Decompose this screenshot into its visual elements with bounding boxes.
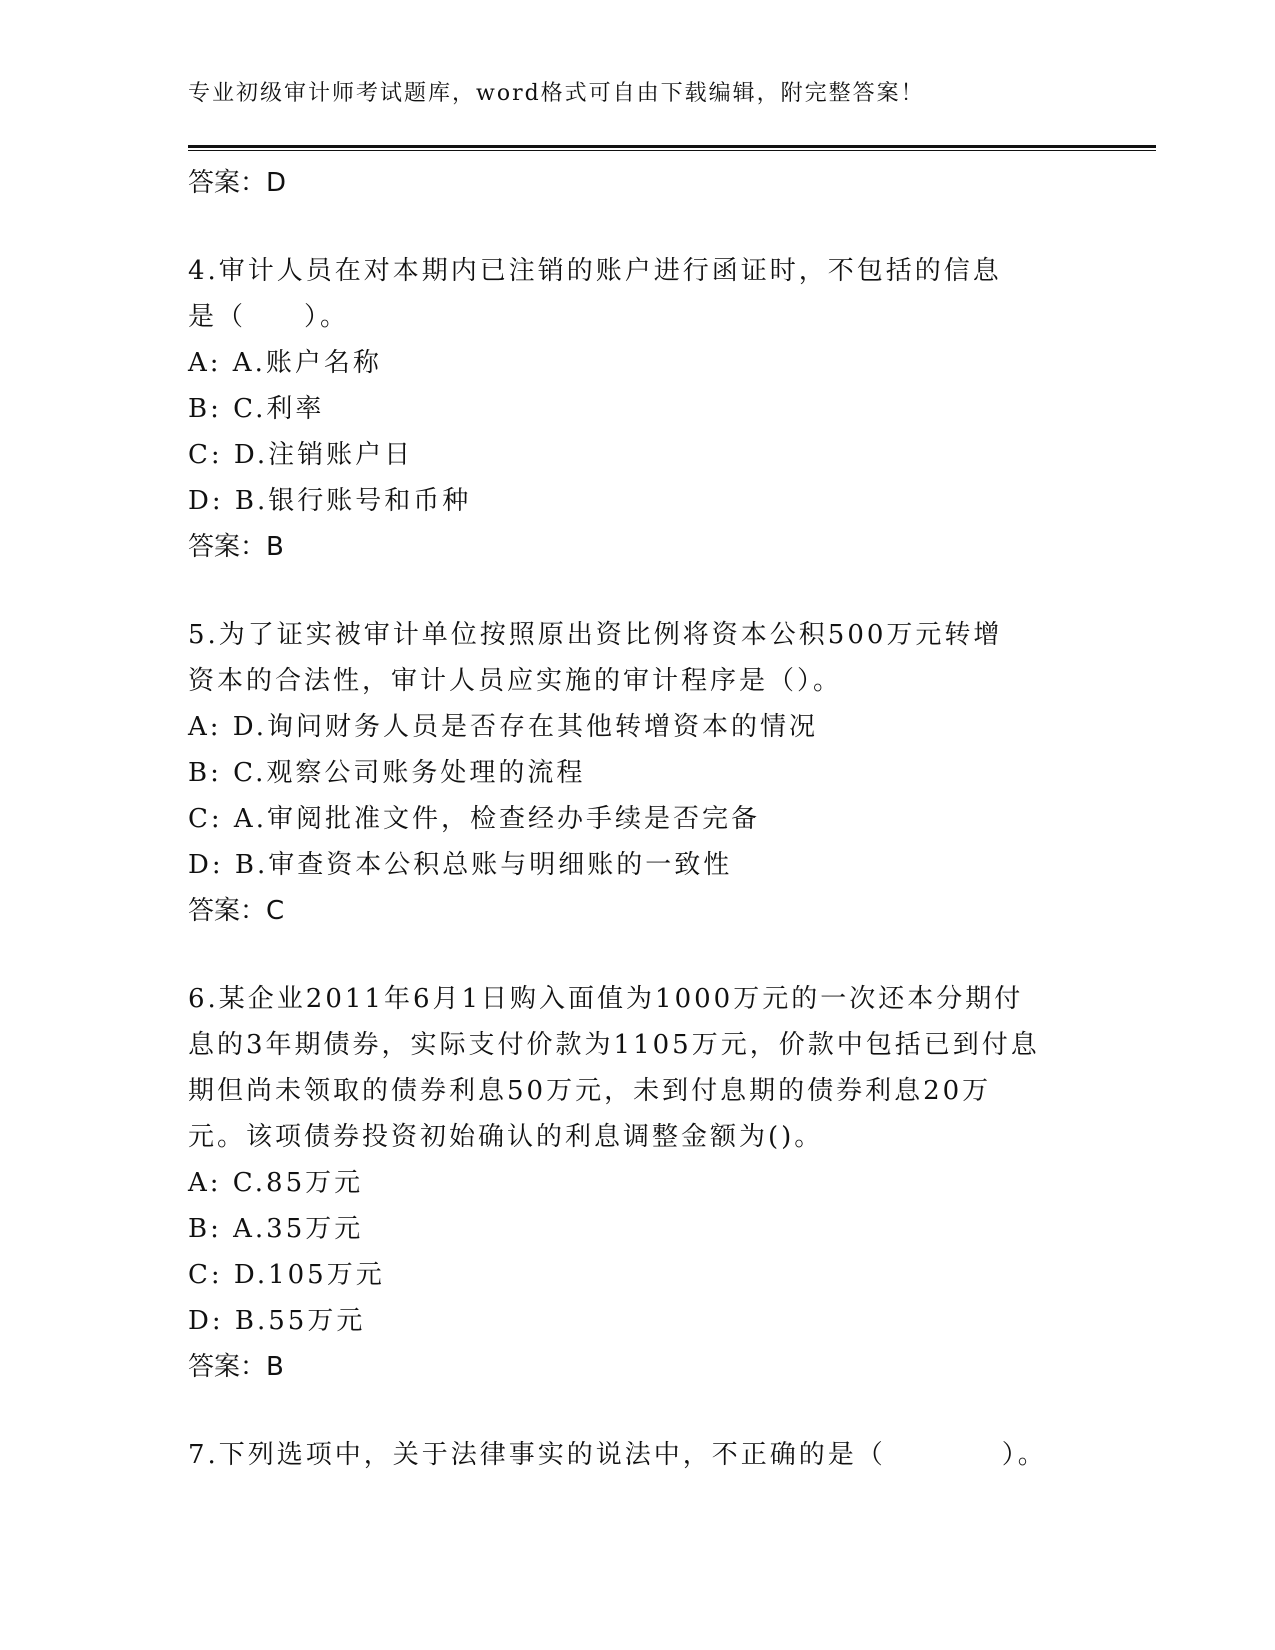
question-text: 4.审计人员在对本期内已注销的账户进行函证时，不包括的信息是（ ）。 [188,256,1002,332]
option-a: A: C.85万元 [188,1168,364,1198]
page-header: 专业初级审计师考试题库，word格式可自由下载编辑，附完整答案！ [188,81,925,106]
answer-line: 答案：B [188,532,284,562]
answer-line: 答案：B [188,1352,284,1382]
option-d: D: B.55万元 [188,1306,366,1336]
option-a: A: A.账户名称 [188,348,382,378]
option-b: B: C.观察公司账务处理的流程 [188,758,586,788]
header-divider [188,145,1156,151]
question-block [188,248,1088,570]
option-c: C: D.105万元 [188,1260,385,1290]
option-b: B: C.利率 [188,394,325,424]
question-text: 6.某企业2011年6月1日购入面值为1000万元的一次还本分期付息的3年期债券，实际支付价款为1105万元，价款中包括已到付息期但尚未领取的债券利息50万元，未到付息期的债券利息20万元。该项债券投资初始确认的利息调整金额为()。 [188,984,1040,1152]
answer-line: 答案：C [188,896,285,926]
question-block [188,976,1088,1390]
question-text: 7.下列选项中，关于法律事实的说法中，不正确的是（ ）。 [188,1440,1047,1470]
option-c: C: A.审阅批准文件，检查经办手续是否完备 [188,804,760,834]
option-b: B: A.35万元 [188,1214,364,1244]
option-c: C: D.注销账户日 [188,440,414,470]
question-block [188,1432,1088,1478]
option-d: D: B.银行账号和币种 [188,486,472,516]
option-a: A: D.询问财务人员是否存在其他转增资本的情况 [188,712,818,742]
answer-line: 答案：D [188,168,287,198]
option-d: D: B.审查资本公积总账与明细账的一致性 [188,850,733,880]
question-list [188,160,1088,1478]
question-block [188,612,1088,934]
question-text: 5.为了证实被审计单位按照原出资比例将资本公积500万元转增资本的合法性，审计人员应实施的审计程序是（）。 [188,620,1003,696]
